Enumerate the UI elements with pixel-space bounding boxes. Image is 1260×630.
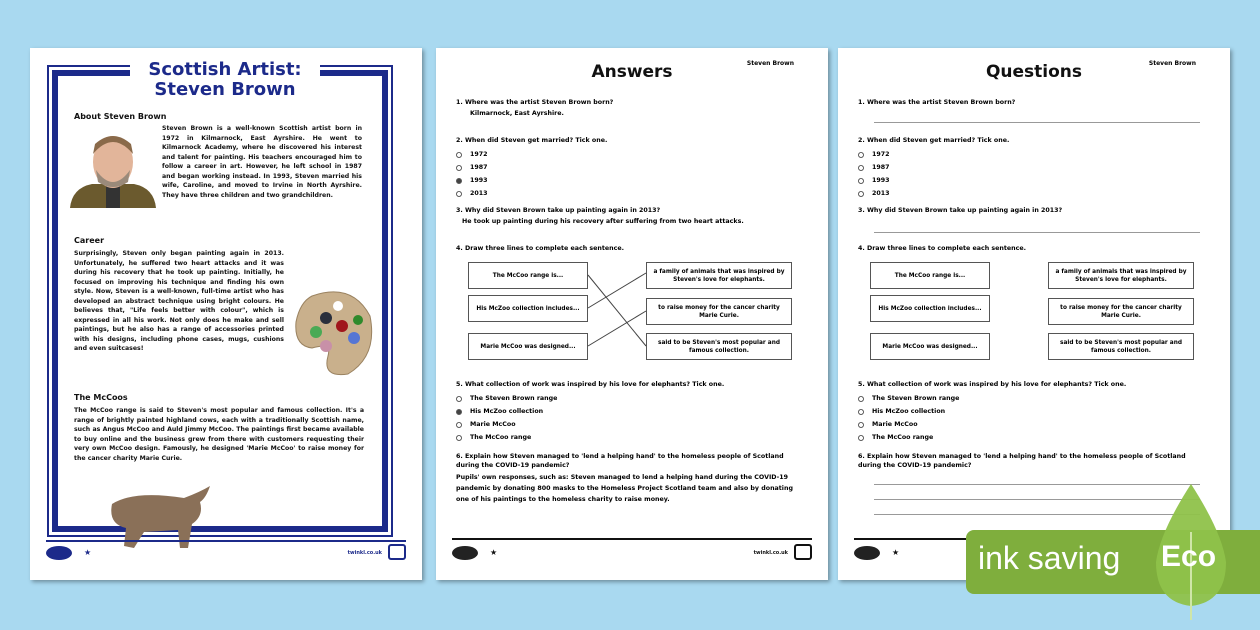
option-label: Marie McCoo [470,420,516,428]
option [456,392,798,405]
info-sheet-page [30,48,422,580]
radio-icon[interactable] [857,176,865,184]
matching-lines [436,48,828,388]
option[interactable] [858,431,1200,444]
question: 1. Where was the artist Steven Brown born? [858,99,1016,106]
question: 3. Why did Steven Brown take up painting again in 2013? [456,207,661,214]
eco-badge-text: ink saving [978,540,1121,576]
match-box-left: His McZoo collection includes... [870,295,990,322]
graduation-cap-icon [794,544,812,560]
page-title: Questions [985,62,1083,82]
radio-icon[interactable] [857,433,865,441]
radio-icon[interactable] [857,420,865,428]
page-tag: Steven Brown [746,60,794,67]
question: 6. Explain how Steven managed to 'lend a helping hand' to the homeless people of Scotland during the COVID-19 pandemic? [858,453,1186,469]
option [456,405,798,418]
question: 3. Why did Steven Brown take up painting again in 2013? [858,207,1063,214]
section-heading: About Steven Brown [74,112,167,121]
answer: Kilmarnock, East Ayrshire. [470,110,564,117]
title-line: Steven Brown [154,79,296,100]
star-icon: ★ [892,548,900,557]
option-label: 1987 [470,163,488,171]
radio-icon[interactable] [857,394,865,402]
option-label: His McZoo collection [872,407,946,415]
radio-icon[interactable] [857,163,865,171]
artist-portrait-image [68,126,158,208]
option-label: The Steven Brown range [470,394,558,402]
question: 4. Draw three lines to complete each sentence. [456,245,625,252]
match-box-right: said to be Steven's most popular and famous collection. [646,333,792,360]
answer: He took up painting during his recovery after suffering from two heart attacks. [462,218,744,225]
footer-divider [46,540,406,542]
option-label: The McCoo range [470,433,532,441]
section-text: Steven Brown is a well-known Scottish artist born in 1972 in Kilmarnock, East Ayrshire. He went to Kilmarnock Academy, where he discovered his interest and talent for painting. His teachers encouraged him to follow a career in art. However, he left school in 1987 and began working instead. In 1993, Steven married his wife, Caroline, and moved to Irvine in North Ayrshire. They have three children and two grandchildren. [162,125,362,199]
option [456,431,798,444]
match-box-left: Marie McCoo was designed... [468,333,588,360]
section-text: The McCoo range is said to Steven's most popular and famous collection. It's a range of brightly painted highland cows, each with a traditionally Scottish name, such as Angus McCoo and Auld Jimmy McCoo. The paintings first became available to buy online and the business grew from there with customers requesting their very own McCoo design. Famously, he designed 'Marie McCoo' to raise money for the cancer charity Marie Curie. [74,407,364,462]
question: 4. Draw three lines to complete each sentence. [858,245,1027,252]
match-box-left: The McCoo range is... [870,262,990,289]
match-box-left: The McCoo range is... [468,262,588,289]
option-label: 2013 [872,189,890,197]
option-label: 1972 [872,150,890,158]
radio-icon [455,433,463,441]
radio-icon [455,394,463,402]
match-box-right: to raise money for the cancer charity Marie Curie. [646,298,792,325]
options-list [456,392,798,444]
match-box-right: a family of animals that was inspired by Steven's love for elephants. [646,262,792,289]
match-box-right: to raise money for the cancer charity Marie Curie. [1048,298,1194,325]
question: 2. When did Steven get married? Tick one. [858,137,1010,144]
option-label: 2013 [470,189,488,197]
option-label: 1993 [872,176,890,184]
radio-icon[interactable] [857,150,865,158]
star-icon: ★ [490,548,498,557]
radio-checked-icon [455,407,463,415]
section-heading: The McCoos [74,393,128,402]
graduation-cap-icon [388,544,406,560]
option[interactable] [858,392,1200,405]
option[interactable] [858,148,1200,161]
star-icon: ★ [84,548,92,557]
page-title [130,60,320,100]
footer-url: twinkl.co.uk [347,550,382,556]
answer-line[interactable] [874,232,1200,233]
option-label: Marie McCoo [872,420,918,428]
question: 5. What collection of work was inspired by his love for elephants? Tick one. [456,381,725,388]
footer-divider [452,538,812,540]
twinkl-logo [854,546,880,560]
radio-icon[interactable] [857,189,865,197]
option[interactable] [858,405,1200,418]
match-box-right: a family of animals that was inspired by Steven's love for elephants. [1048,262,1194,289]
option-label: The Steven Brown range [872,394,960,402]
options-list [858,392,1200,444]
radio-icon[interactable] [857,407,865,415]
option-label: His McZoo collection [470,407,544,415]
option-label: 1972 [470,150,488,158]
answer: Pupils' own responses, such as: Steven managed to lend a helping hand during the COVID-19 pandemic by donating 800 masks to the Homeless Project Scotland team and also by donating one of his paintings to the homeless charity to raise money. [456,474,793,503]
twinkl-logo [452,546,478,560]
option[interactable] [858,418,1200,431]
match-box-right: said to be Steven's most popular and famous collection. [1048,333,1194,360]
section-heading: Career [74,236,105,245]
footer-url: twinkl.co.uk [753,550,788,556]
section-text: Surprisingly, Steven only began painting again in 2013. Unfortunately, he suffered two heart attacks and it was during his recovery that he took up painting. Initially, he focused on improving his technique and finding his own style. Now, Steven is a well-known, full-time artist who has developed an abstract technique using bright colours. He believes that, "Life feels better with colour", which is expressed in all his work. Not only does he make and sell paintings, but he also has a range of accessories printed with his designs, including phone cases, mugs, cushions and even suitcases! [74,250,284,352]
option[interactable] [858,174,1200,187]
title-line: Scottish Artist: [148,59,302,80]
match-box-left: Marie McCoo was designed... [870,333,990,360]
option-label: 1993 [470,176,488,184]
question: 6. Explain how Steven managed to 'lend a helping hand' to the homeless people of Scotland during the COVID-19 pandemic? [456,453,784,469]
options-list [858,148,1200,200]
paint-palette-image [292,286,376,378]
option [456,418,798,431]
option-label: The McCoo range [872,433,934,441]
answers-page [436,48,828,580]
radio-icon [455,420,463,428]
question: 2. When did Steven get married? Tick one. [456,137,608,144]
option-label: 1987 [872,163,890,171]
option[interactable] [858,187,1200,200]
page-title: Answers [591,62,673,82]
match-box-left: His McZoo collection includes... [468,295,588,322]
question: 5. What collection of work was inspired by his love for elephants? Tick one. [858,381,1127,388]
page-tag: Steven Brown [1148,60,1196,67]
eco-label: Eco [1161,540,1217,573]
question: 1. Where was the artist Steven Brown born? [456,99,614,106]
twinkl-logo [46,546,72,560]
answer-line[interactable] [874,122,1200,123]
option[interactable] [858,161,1200,174]
